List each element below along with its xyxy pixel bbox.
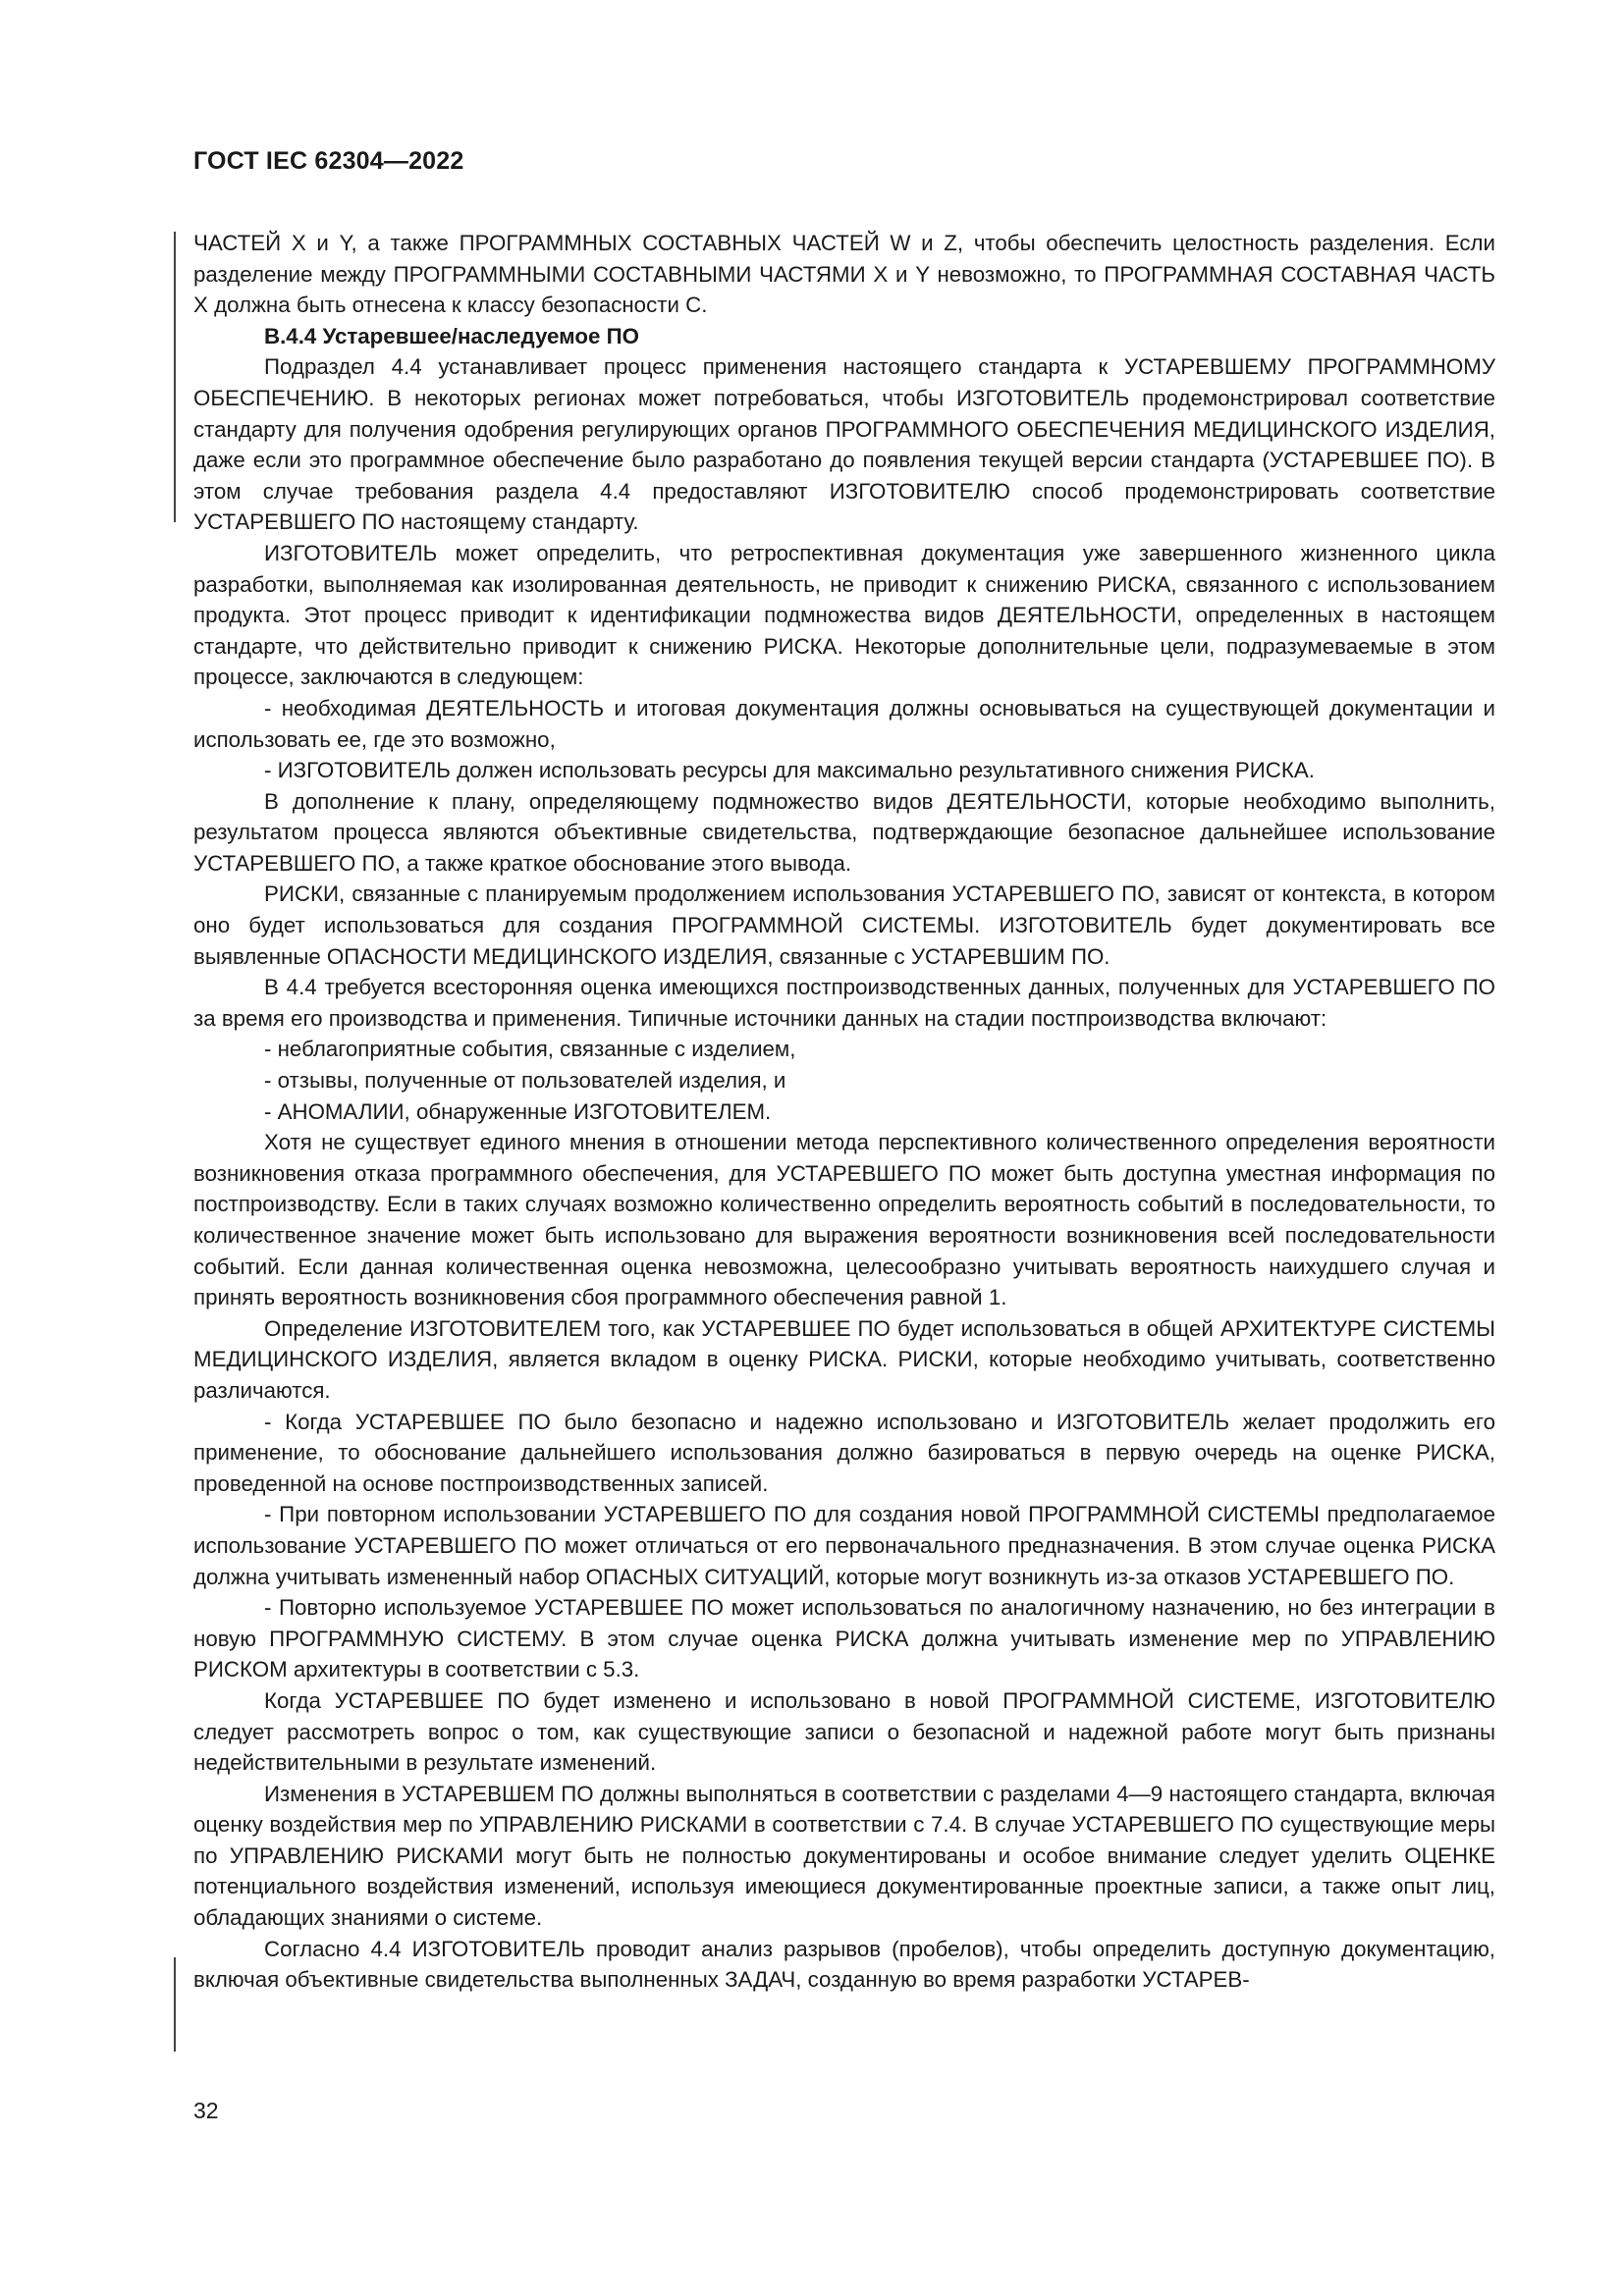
list-item: - Когда УСТАРЕВШЕЕ ПО было безопасно и надежно использовано и ИЗГОТОВИТЕЛЬ желает продолжить его применение, то обоснование дальнейшего использования должно базироваться в первую очередь на оценке РИСКА, проведенной на основе постпроизводственных записей. <box>193 1409 1495 1496</box>
page-header: ГОСТ IEC 62304—2022 <box>193 147 464 175</box>
paragraph: В дополнение к плану, определяющему подмножество видов ДЕЯТЕЛЬНОСТИ, которые необходимо выполнить, результатом процесса являются объективные свидетельства, подтверждающие безопасное дальнейшее использование УСТАРЕВШЕГО ПО, а также краткое обоснование этого вывода. <box>193 788 1495 876</box>
list-item: - отзывы, полученные от пользователей изделия, и <box>264 1068 786 1094</box>
paragraph: Изменения в УСТАРЕВШЕМ ПО должны выполняться в соответствии с разделами 4—9 настоящего стандарта, включая оценку воздействия мер по УПРАВЛЕНИЮ РИСКАМИ в соответствии с 7.4. В случае УСТАРЕВШЕГО ПО существующие меры по УПРАВЛЕНИЮ РИСКАМИ могут быть не полностью документированы и особое внимание следует уделить ОЦЕНКЕ потенциального воздействия изменений, используя имеющиеся документированные проектные записи, а также опыт лиц, обладающих знаниями о системе. <box>193 1781 1495 1931</box>
list-item: - ИЗГОТОВИТЕЛЬ должен использовать ресурсы для максимально результативного снижения РИСКА. <box>264 758 1315 783</box>
paragraph: ИЗГОТОВИТЕЛЬ может определить, что ретроспективная документация уже завершенного жизненного цикла разработки, выполняемая как изолированная деятельность, не приводит к снижению РИСКА, связанного с использованием продукта. Этот процесс приводит к идентификации подмножества видов ДЕЯТЕЛЬНОСТИ, определенных в настоящем стандарте, что действительно приводит к снижению РИСКА. Некоторые дополнительные цели, подразумеваемые в этом процессе, заключаются в следующем: <box>193 540 1495 690</box>
paragraph: ЧАСТЕЙ X и Y, а также ПРОГРАММНЫХ СОСТАВНЫХ ЧАСТЕЙ W и Z, чтобы обеспечить целостность разделения. Если разделение между ПРОГРАММНЫМИ СОСТАВНЫМИ ЧАСТЯМИ X и Y невозможно, то ПРОГРАММНАЯ СОСТАВНАЯ ЧАСТЬ X должна быть отнесена к классу безопасности C. <box>193 231 1495 318</box>
paragraph: Определение ИЗГОТОВИТЕЛЕМ того, как УСТАРЕВШЕЕ ПО будет использоваться в общей АРХИТЕКТУРЕ СИСТЕМЫ МЕДИЦИНСКОГО ИЗДЕЛИЯ, является вкладом в оценку РИСКА. РИСКИ, которые необходимо учитывать, соответственно различаются. <box>193 1315 1495 1403</box>
list-item: - Повторно используемое УСТАРЕВШЕЕ ПО может использоваться по аналогичному назначению, но без интеграции в новую ПРОГРАММНУЮ СИСТЕМУ. В этом случае оценка РИСКА должна учитывать изменение мер по УПРАВЛЕНИЮ РИСКОМ архитектуры в соответствии с 5.3. <box>193 1595 1495 1682</box>
change-bar-bottom <box>174 1957 176 2052</box>
list-item: - необходимая ДЕЯТЕЛЬНОСТЬ и итоговая документация должны основываться на существующей документации и использовать ее, где это возможно, <box>193 695 1495 752</box>
paragraph: Хотя не существует единого мнения в отношении метода перспективного количественного определения вероятности возникновения отказа программного обеспечения, для УСТАРЕВШЕГО ПО может быть доступна уместная информация по постпроизводству. Если в таких случаях возможно количественно определить вероятность событий в последовательности, то количественное значение может быть использовано для выражения вероятности возникновения всей последовательности событий. Если данная количественная оценка невозможна, целесообразно учитывать вероятность наихудшего случая и принять вероятность возникновения сбоя программного обеспечения равной 1. <box>193 1130 1495 1310</box>
section-heading: B.4.4 Устаревшее/наследуемое ПО <box>264 323 639 348</box>
paragraph: Согласно 4.4 ИЗГОТОВИТЕЛЬ проводит анализ разрывов (пробелов), чтобы определить доступную документацию, включая объективные свидетельства выполненных ЗАДАЧ, созданную во время разработки УСТАРЕВ- <box>193 1936 1495 1993</box>
paragraph: Подраздел 4.4 устанавливает процесс применения настоящего стандарта к УСТАРЕВШЕМУ ПРОГРАММНОМУ ОБЕСПЕЧЕНИЮ. В некоторых регионах может потребоваться, чтобы ИЗГОТОВИТЕЛЬ продемонстрировал соответствие стандарту для получения одобрения регулирующих органов ПРОГРАММНОГО ОБЕСПЕЧЕНИЯ МЕДИЦИНСКОГО ИЗДЕЛИЯ, даже если это программное обеспечение было разработано до появления текущей версии стандарта (УСТАРЕВШЕЕ ПО). В этом случае требования раздела 4.4 предоставляют ИЗГОТОВИТЕЛЮ способ продемонстрировать соответствие УСТАРЕВШЕГО ПО настоящему стандарту. <box>193 354 1495 535</box>
paragraph: В 4.4 требуется всесторонняя оценка имеющихся постпроизводственных данных, полученных для УСТАРЕВШЕГО ПО за время его производства и применения. Типичные источники данных на стадии постпроизводства включают: <box>193 975 1495 1031</box>
body-text <box>193 228 1495 1996</box>
list-item: - неблагоприятные события, связанные с изделием, <box>264 1037 796 1062</box>
list-item: - При повторном использовании УСТАРЕВШЕГО ПО для создания новой ПРОГРАММНОЙ СИСТЕМЫ предполагаемое использование УСТАРЕВШЕГО ПО может отличаться от его первоначального предназначения. В этом случае оценка РИСКА должна учитывать измененный набор ОПАСНЫХ СИТУАЦИЙ, которые могут возникнуть из-за отказов УСТАРЕВШЕГО ПО. <box>193 1502 1495 1589</box>
paragraph: РИСКИ, связанные с планируемым продолжением использования УСТАРЕВШЕГО ПО, зависят от контекста, в котором оно будет использоваться для создания ПРОГРАММНОЙ СИСТЕМЫ. ИЗГОТОВИТЕЛЬ будет документировать все выявленные ОПАСНОСТИ МЕДИЦИНСКОГО ИЗДЕЛИЯ, связанные с УСТАРЕВШИМ ПО. <box>193 881 1495 969</box>
paragraph: Когда УСТАРЕВШЕЕ ПО будет изменено и использовано в новой ПРОГРАММНОЙ СИСТЕМЕ, ИЗГОТОВИТЕЛЮ следует рассмотреть вопрос о том, как существующие записи о безопасной и надежной работе могут быть признаны недействительными в результате изменений. <box>193 1687 1495 1776</box>
page-number: 32 <box>193 2098 219 2123</box>
list-item: - АНОМАЛИИ, обнаруженные ИЗГОТОВИТЕЛЕМ. <box>264 1098 772 1124</box>
change-bar-top <box>174 232 176 522</box>
